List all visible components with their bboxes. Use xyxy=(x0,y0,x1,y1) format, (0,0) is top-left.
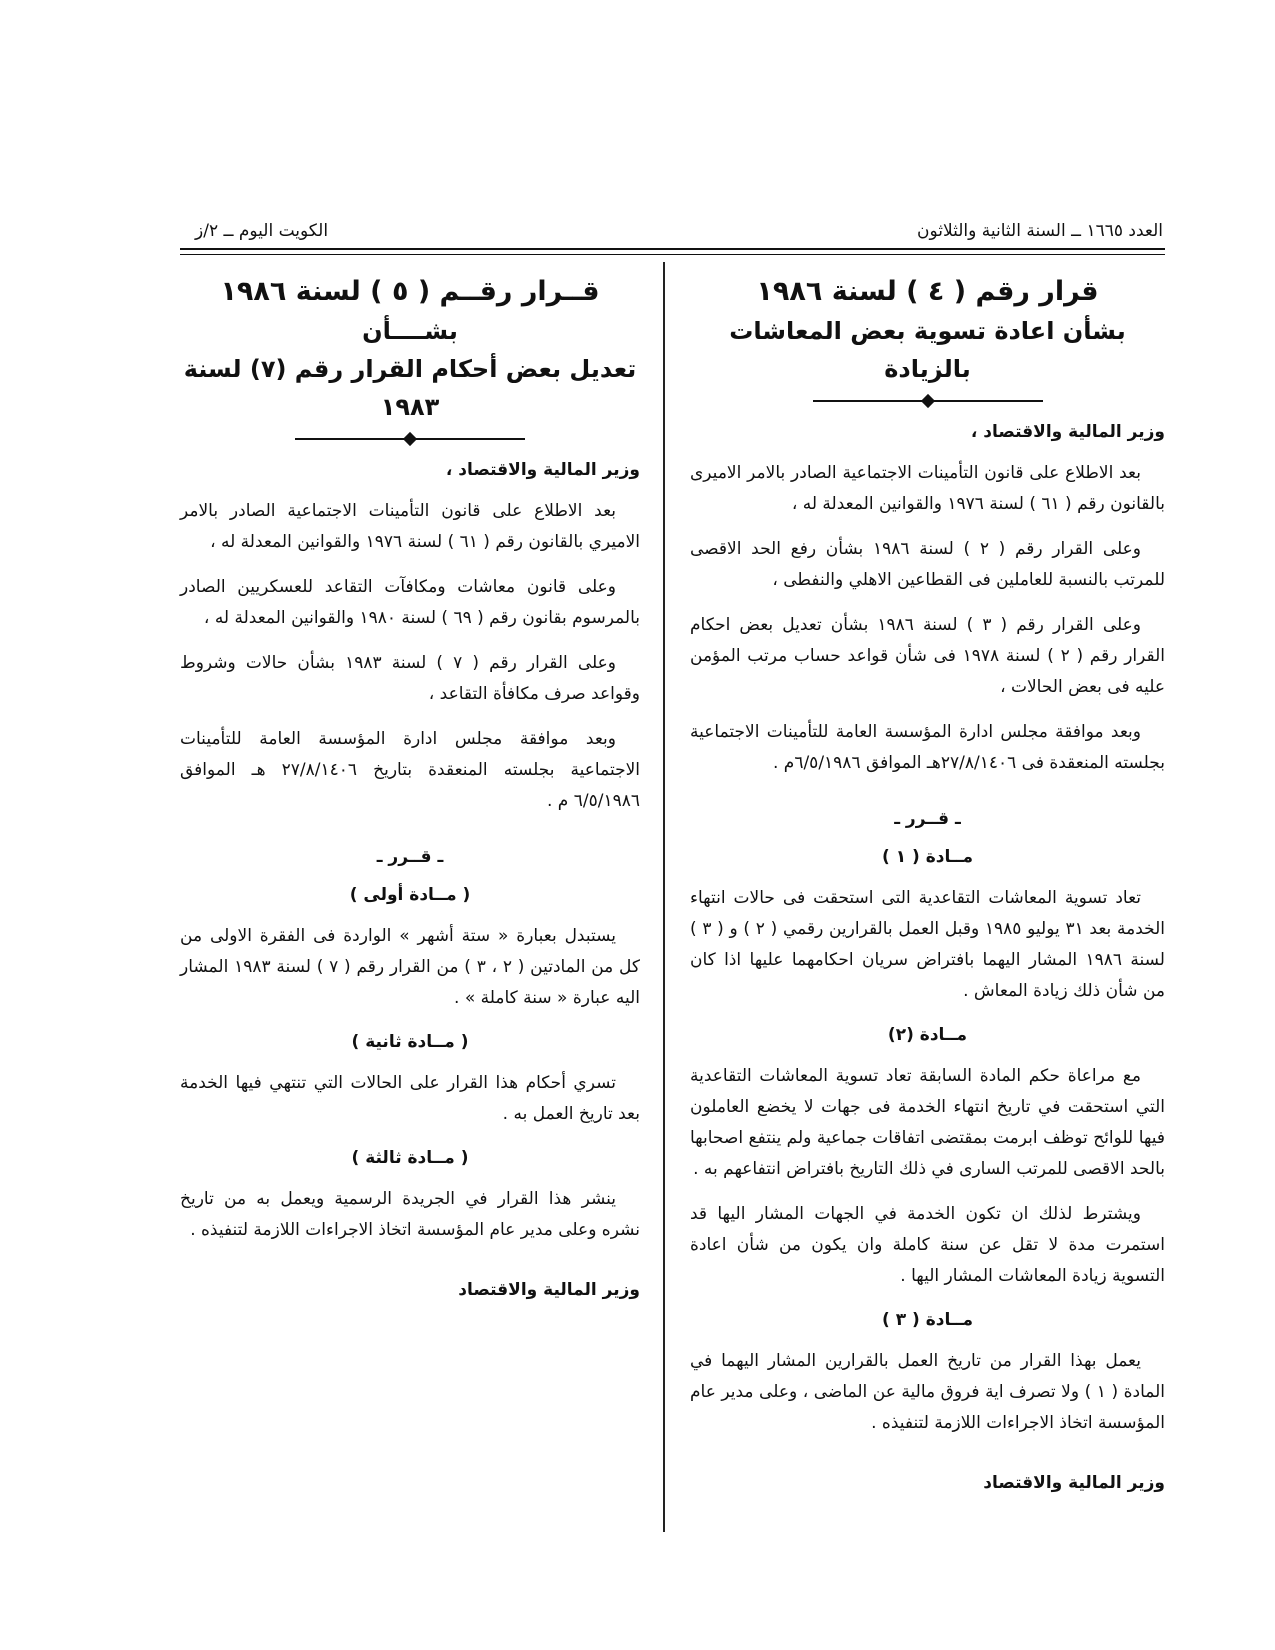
addressee: وزير المالية والاقتصاد ، xyxy=(445,460,640,480)
article-paragraph: مع مراعاة حكم المادة السابقة تعاد تسوية المعاشات التقاعدية التي استحقت في تاريخ انتهاء الخدمة فى جهات لا يخضع العاملون فيها للوائح توظف ابرمت بمقتضى اتفاقات جماعية ولم ينتفع اصحابها بالحد الاقصى للمرتب السارى في ذلك التاريخ بافتراض انتفاعهم به . xyxy=(690,1066,1165,1179)
decision-5-column xyxy=(180,272,640,1300)
article-heading: مــادة ( ٣ ) xyxy=(882,1310,973,1330)
article-heading: ( مــادة أولى ) xyxy=(349,885,471,905)
article-paragraph: ويشترط لذلك ان تكون الخدمة في الجهات المشار اليها قد استمرت مدة لا تقل عن سنة كاملة وان يكون من شأن اعادة التسوية زيادة المعاشات المشار اليها . xyxy=(690,1204,1165,1286)
preamble-paragraph: بعد الاطلاع على قانون التأمينات الاجتماعية الصادر بالامر الاميري بالقانون رقم ( ٦١ ) لسنة ١٩٧٦ والقوانين المعدلة له ، xyxy=(180,501,640,552)
article-paragraph: تسري أحكام هذا القرار على الحالات التي تنتهي فيها الخدمة بعد تاريخ العمل به . xyxy=(180,1073,640,1124)
preamble-paragraph: بعد الاطلاع على قانون التأمينات الاجتماعية الصادر بالامر الاميرى بالقانون رقم ( ٦١ ) لسنة ١٩٧٦ والقوانين المعدلة له ، xyxy=(690,463,1165,514)
header-rule xyxy=(180,248,1165,255)
minister-signature: وزير المالية والاقتصاد xyxy=(983,1473,1165,1493)
article-heading: مــادة (٢) xyxy=(887,1025,968,1045)
gazette-header: الكويت اليوم ــ ٢/ز xyxy=(195,221,329,241)
decision-5-title: قــرار رقــم ( ٥ ) لسنة ١٩٨٦ xyxy=(220,276,600,307)
decision-4-subtitle: بشأن اعادة تسوية بعض المعاشات بالزيادة xyxy=(729,317,1126,383)
decision-4-title: قرار رقم ( ٤ ) لسنة ١٩٨٦ xyxy=(756,276,1099,307)
ornament-divider xyxy=(813,396,1043,406)
issue-header: العدد ١٦٦٥ ــ السنة الثانية والثلاثون xyxy=(916,221,1163,241)
preamble-paragraph: وعلى قانون معاشات ومكافآت التقاعد للعسكريين الصادر بالمرسوم بقانون رقم ( ٦٩ ) لسنة ١٩٨٠ والقوانين المعدلة له ، xyxy=(180,577,640,628)
preamble-paragraph: وعلى القرار رقم ( ٣ ) لسنة ١٩٨٦ بشأن تعديل بعض احكام القرار رقم ( ٢ ) لسنة ١٩٧٨ فى شأن قواعد حساب مرتب المؤمن عليه فى بعض الحالات ، xyxy=(690,615,1166,697)
article-paragraph: يستبدل بعبارة « ستة أشهر » الواردة فى الفقرة الاولى من كل من المادتين ( ٢ ، ٣ ) من القرار رقم ( ٧ ) لسنة ١٩٨٣ المشار اليه عبارة « سنة كاملة » . xyxy=(180,926,641,1008)
column-divider xyxy=(663,262,665,1532)
decision-label: ـ قــرر ـ xyxy=(376,847,444,867)
decision-5-subtitle: تعديل بعض أحكام القرار رقم (٧) لسنة ١٩٨٣ xyxy=(183,355,637,421)
decision-label: ـ قــرر ـ xyxy=(894,809,961,829)
preamble-paragraph: وبعد موافقة مجلس ادارة المؤسسة العامة للتأمينات الاجتماعية بجلسته المنعقدة بتاريخ ٢٧/٨/١٤٠٦ هـ الموافق ٦/٥/١٩٨٦ م . xyxy=(180,729,640,811)
article-heading: مــادة ( ١ ) xyxy=(882,847,973,867)
preamble-paragraph: وعلى القرار رقم ( ٧ ) لسنة ١٩٨٣ بشأن حالات وشروط وقواعد صرف مكافأة التقاعد ، xyxy=(180,653,640,704)
minister-signature: وزير المالية والاقتصاد xyxy=(458,1280,640,1300)
ornament-divider xyxy=(295,434,525,444)
decision-4-column xyxy=(690,272,1165,1493)
preamble-paragraph: وبعد موافقة مجلس ادارة المؤسسة العامة للتأمينات الاجتماعية بجلسته المنعقدة فى ٢٧/٨/١٤٠٦هـ الموافق ٦/٥/١٩٨٦م . xyxy=(690,722,1165,773)
article-heading: ( مــادة ثانية ) xyxy=(351,1032,469,1052)
addressee: وزير المالية والاقتصاد ، xyxy=(970,422,1165,442)
article-paragraph: ينشر هذا القرار في الجريدة الرسمية ويعمل به من تاريخ نشره وعلى مدير عام المؤسسة اتخاذ الاجراءات اللازمة لتنفيذه . xyxy=(180,1189,640,1240)
preamble-paragraph: وعلى القرار رقم ( ٢ ) لسنة ١٩٨٦ بشأن رفع الحد الاقصى للمرتب بالنسبة للعاملين فى القطاعين الاهلي والنفطى ، xyxy=(690,539,1165,590)
decision-5-subtitle-regarding: بشــــأن xyxy=(362,317,458,345)
article-heading: ( مــادة ثالثة ) xyxy=(351,1148,469,1168)
article-paragraph: يعمل بهذا القرار من تاريخ العمل بالقرارين المشار اليهما في المادة ( ١ ) ولا تصرف اية فروق مالية عن الماضى ، وعلى مدير عام المؤسسة اتخاذ الاجراءات اللازمة لتنفيذه . xyxy=(690,1351,1165,1433)
article-paragraph: تعاد تسوية المعاشات التقاعدية التى استحقت فى حالات انتهاء الخدمة بعد ٣١ يوليو ١٩٨٥ وقبل العمل بالقرارين رقمي ( ٢ ) و ( ٣ ) لسنة ١٩٨٦ المشار اليهما بافتراض سريان احكامهما عليها اذا كان من شأن ذلك زيادة المعاش . xyxy=(690,888,1165,1001)
